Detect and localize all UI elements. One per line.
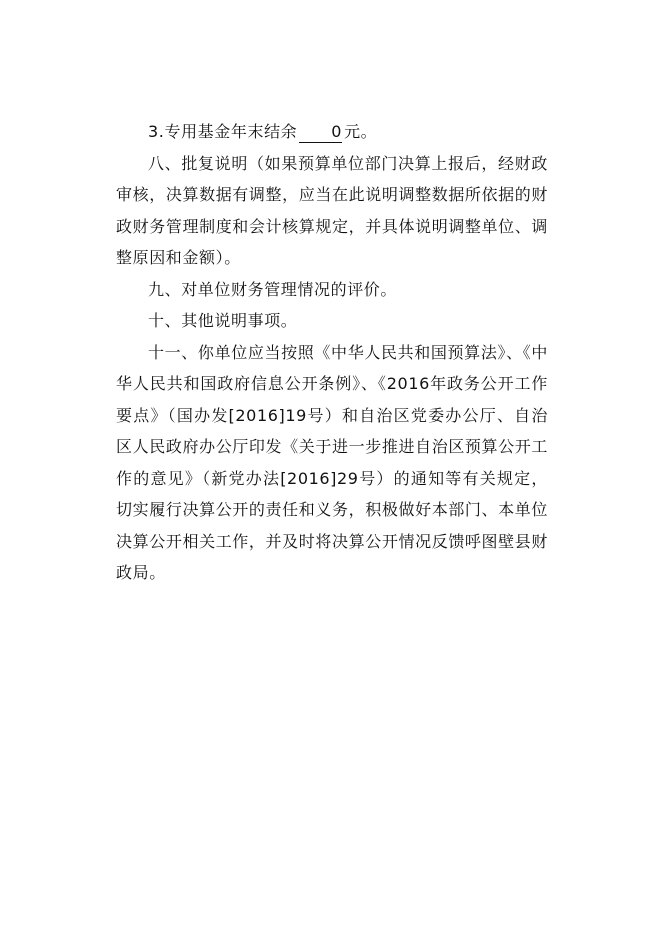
paragraph-approval-note: 八、批复说明（如果预算单位部门决算上报后，经财政审核，决算数据有调整，应当在此说明调整数据所依据的财政财务管理制度和会计核算规定，并具体说明调整单位、调整原因和金额）。	[116, 153, 548, 267]
special-fund-label: 3.专用基金年末结余	[148, 122, 298, 141]
special-fund-value: 0	[299, 122, 342, 143]
paragraph-other-notes: 十、其他说明事项。	[148, 311, 298, 330]
special-fund-unit: 元。	[344, 122, 378, 141]
paragraph-disclosure-requirements: 十一、你单位应当按照《中华人民共和国预算法》、《中华人民共和国政府信息公开条例》、《2016年政务公开工作要点》（国办发[2016]19号）和自治区党委办公厅、自治区人民政府办公厅印发《关于进一步推进自治区预算公开工作的意见》（新党办法[2016]29号）的通知等有关规定，切实履行决算公开的责任和义务，积极做好本部门、本单位决算公开相关工作，并及时将决算公开情况反馈呼图壁县财政局。	[116, 342, 548, 582]
paragraph-special-fund-balance	[116, 116, 548, 148]
paragraph-finance-evaluation: 九、对单位财务管理情况的评价。	[148, 279, 398, 299]
document-body	[116, 116, 548, 589]
